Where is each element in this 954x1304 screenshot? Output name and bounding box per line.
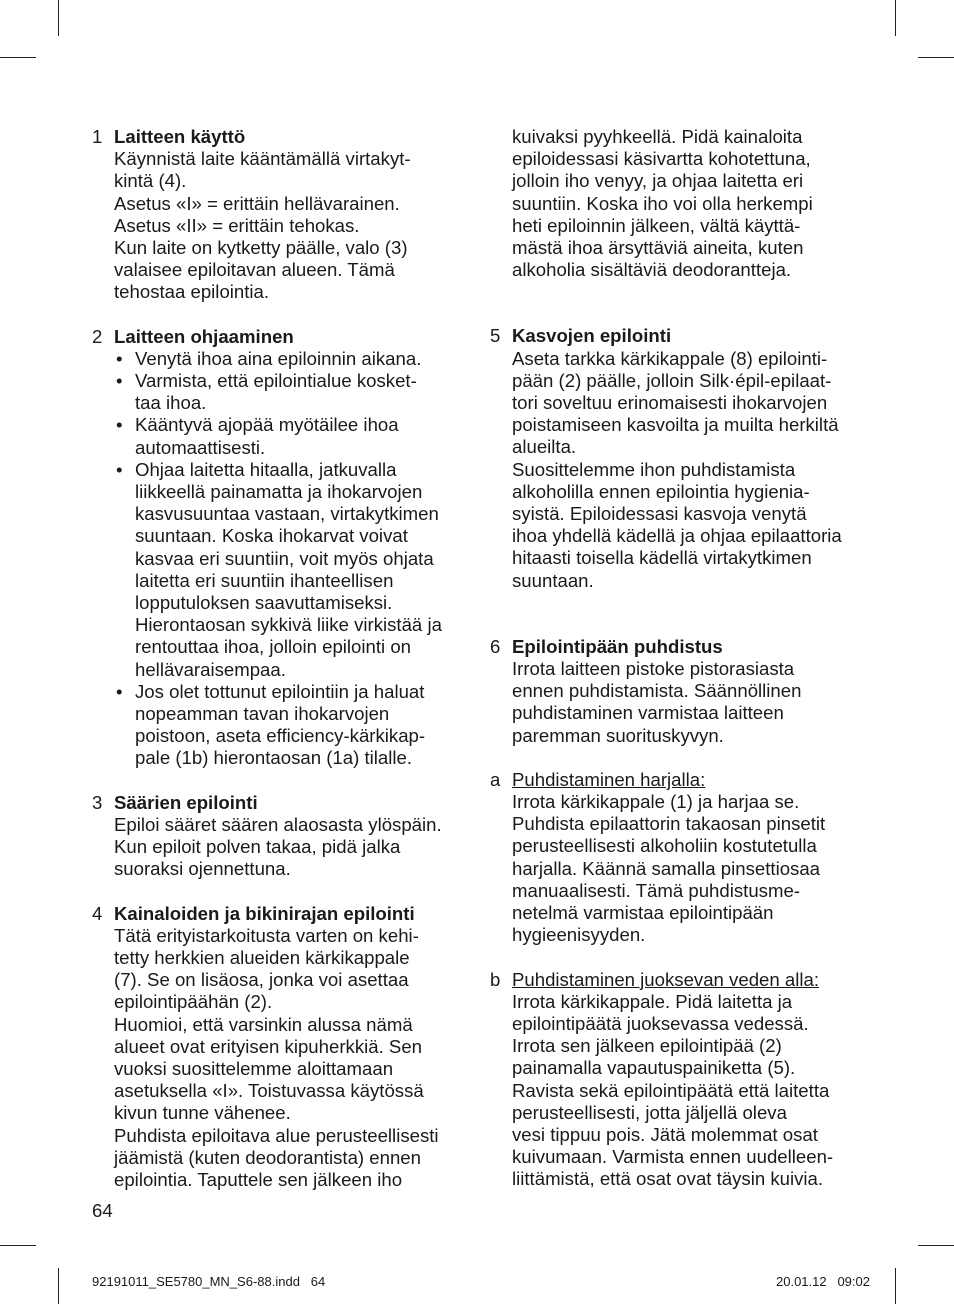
section-heading: Säärien epilointi — [114, 791, 258, 813]
text-line: paremman suorituskyvyn. — [512, 724, 724, 746]
text-line: puhdistaminen varmistaa laitteen — [512, 702, 784, 724]
section-6b — [488, 969, 868, 1191]
text-line: Asetus «I» = erittäin hellävarainen. — [114, 192, 400, 214]
footer-datetime: 20.01.12 09:02 — [776, 1274, 870, 1289]
text-line: mästä ihoa ärsyttäviä aineita, kuten — [512, 237, 804, 259]
text-line: valaisee epiloitavan alueen. Tämä — [114, 259, 395, 281]
text-line: epiloidessasi käsivartta kohotettuna, — [512, 148, 811, 170]
crop-mark — [58, 0, 59, 36]
text-line: nopeamman tavan ihokarvojen — [135, 703, 390, 725]
text-line: kuivaksi pyyhkeellä. Pidä kainaloita — [512, 126, 803, 147]
list-item — [114, 348, 470, 370]
text-line: Kun epiloit polven takaa, pidä jalka — [114, 836, 401, 858]
text-line: taa ihoa. — [135, 392, 207, 414]
section-heading: Epilointipään puhdistus — [512, 635, 723, 657]
text-line: Venytä ihoa aina epiloinnin aikana. — [135, 347, 422, 369]
bullet-icon: • — [116, 414, 123, 436]
text-line: hygieenisyyden. — [512, 924, 646, 946]
section-number: 4 — [92, 902, 103, 924]
text-line: jolloin iho venyy, ja ohjaa laitetta eri — [512, 170, 804, 192]
text-line: rentouttaa ihoa, jolloin epilointi on — [135, 636, 412, 658]
text-line: kasvusuuntaa vastaan, virtakytkimen — [135, 503, 439, 525]
text-line: syistä. Epiloidessasi kasvoja venytä — [512, 503, 807, 525]
text-line: Puhdista epiloitava alue perusteellisesti — [114, 1124, 439, 1146]
text-line: suoraksi ojennettuna. — [114, 858, 291, 880]
left-column — [90, 126, 470, 1213]
text-line: ennen puhdistamista. Säännöllinen — [512, 680, 802, 702]
section-number: 6 — [490, 635, 501, 657]
text-line: Kääntyvä ajopää myötäilee ihoa — [135, 414, 399, 436]
text-line: alkoholia sisältäviä deodorantteja. — [512, 259, 792, 281]
bullet-list — [114, 348, 470, 770]
section-6a — [488, 769, 868, 947]
section-number: b — [490, 968, 501, 990]
text-line: liikkeellä painamatta ja ihokarvojen — [135, 481, 423, 503]
text-line: ihoa yhdellä kädellä ja ohjaa epilaattoria — [512, 525, 842, 547]
section-number: 5 — [490, 325, 501, 347]
crop-mark — [895, 1268, 896, 1304]
crop-mark — [895, 0, 896, 36]
section-heading: Kasvojen epilointi — [512, 325, 672, 347]
text-line: Huomioi, että varsinkin alussa nämä — [114, 1013, 413, 1035]
list-item — [114, 370, 470, 414]
crop-mark — [918, 1245, 954, 1246]
text-line: vuoksi suosittelemme aloittamaan — [114, 1057, 394, 1079]
section-number: 1 — [92, 126, 103, 147]
text-line: Jos olet tottunut epilointiin ja haluat — [135, 680, 425, 702]
section-4 — [90, 903, 470, 1192]
text-line: alkoholilla ennen epilointia hygienia- — [512, 480, 810, 502]
text-line: epilointia. Taputtele sen jälkeen iho — [114, 1168, 403, 1190]
text-line: Irrota laitteen pistoke pistorasiasta — [512, 658, 795, 680]
crop-mark — [0, 1245, 36, 1246]
bullet-icon: • — [116, 458, 123, 480]
text-line: poistamiseen kasvoilta ja muilta herkiltä — [512, 414, 839, 436]
section-number: 2 — [92, 325, 103, 347]
text-line: Kun laite on kytketty päälle, valo (3) — [114, 237, 408, 259]
text-line: Irrota kärkikappale. Pidä laitetta ja — [512, 990, 793, 1012]
text-line: kivun tunne vähenee. — [114, 1102, 291, 1124]
text-line: tehostaa epilointia. — [114, 281, 270, 303]
bullet-icon: • — [116, 680, 123, 702]
text-line: (7). Se on lisäosa, jonka voi asettaa — [114, 969, 409, 991]
text-line: pale (1b) hierontaosan (1a) tilalle. — [135, 747, 412, 769]
section-4-continued — [488, 126, 868, 281]
text-line: perusteellisesti, jotta jäljellä oleva — [512, 1101, 787, 1123]
list-item — [114, 459, 470, 681]
text-line: tetty herkkien alueiden kärkikappale — [114, 946, 410, 968]
list-item — [114, 681, 470, 770]
text-line: vesi tippuu pois. Jätä molemmat osat — [512, 1123, 818, 1145]
text-line: kintä (4). — [114, 170, 187, 192]
text-line: netelmä varmistaa epilointipään — [512, 902, 774, 924]
subsection-heading: Puhdistaminen juoksevan veden alla: — [512, 968, 819, 990]
text-line: laitetta eri suuntiin ihanteellisen — [135, 569, 394, 591]
text-line: Hierontaosan sykkivä liike virkistää ja — [135, 614, 442, 636]
section-number: a — [490, 768, 501, 790]
text-line: Varmista, että epilointialue kosket- — [135, 370, 417, 392]
text-line: harjalla. Käännä samalla pinsettiosaa — [512, 857, 821, 879]
text-line: kasvaa eri suuntiin, voit myös ohjata — [135, 547, 434, 569]
text-line: alueilta. — [512, 436, 577, 458]
text-line: liittämistä, että osat ovat täysin kuivia. — [512, 1168, 824, 1190]
text-line: Käynnistä laite kääntämällä virtakyt- — [114, 148, 411, 170]
text-line: suuntaan. Koska ihokarvat voivat — [135, 525, 408, 547]
section-2 — [90, 326, 470, 770]
text-line: lopputuloksen saavuttamiseksi. — [135, 592, 393, 614]
text-line: Ravista sekä epilointipäätä että laitetta — [512, 1079, 830, 1101]
text-line: hitaasti toisella kädellä virtakytkimen — [512, 547, 812, 569]
text-line: painamalla vapautuspainiketta (5). — [512, 1057, 796, 1079]
text-line: suuntiin. Koska iho voi olla herkempi — [512, 192, 813, 214]
section-5 — [488, 325, 868, 591]
section-heading: Kainaloiden ja bikinirajan epilointi — [114, 902, 415, 924]
text-line: Irrota sen jälkeen epilointipää (2) — [512, 1035, 782, 1057]
text-line: manuaalisesti. Tämä puhdistusme- — [512, 879, 800, 901]
text-line: asetuksella «I». Toistuvassa käytössä — [114, 1080, 424, 1102]
text-line: Epiloi sääret säären alaosasta ylöspäin. — [114, 813, 442, 835]
text-line: Tätä erityistarkoitusta varten on kehi- — [114, 924, 419, 946]
text-line: Puhdista epilaattorin takaosan pinsetit — [512, 813, 826, 835]
subsection-heading: Puhdistaminen harjalla: — [512, 768, 706, 790]
crop-mark — [0, 57, 36, 58]
text-line: hellävaraisempaa. — [135, 658, 286, 680]
text-line: Ohjaa laitetta hitaalla, jatkuvalla — [135, 458, 397, 480]
section-3 — [90, 792, 470, 881]
text-line: suuntaan. — [512, 569, 594, 591]
text-line: Asetus «II» = erittäin tehokas. — [114, 214, 360, 236]
text-line: pään (2) päälle, jolloin Silk·épil-epilaat- — [512, 369, 832, 391]
text-line: heti epiloinnin jälkeen, vältä käyttä- — [512, 214, 801, 236]
crop-mark — [58, 1268, 59, 1304]
section-heading: Laitteen käyttö — [114, 126, 246, 147]
text-line: Suosittelemme ihon puhdistamista — [512, 458, 796, 480]
right-column — [488, 126, 868, 1213]
section-heading: Laitteen ohjaaminen — [114, 325, 294, 347]
text-line: tori soveltuu erinomaisesti ihokarvojen — [512, 392, 828, 414]
text-line: kuivumaan. Varmista ennen uudelleen- — [512, 1146, 834, 1168]
text-line: jäämistä (kuten deodorantista) ennen — [114, 1146, 421, 1168]
footer-file: 92191011_SE5780_MN_S6-88.indd 64 — [92, 1274, 326, 1289]
bullet-icon: • — [116, 347, 123, 369]
text-line: epilointipäähän (2). — [114, 991, 273, 1013]
crop-mark — [918, 57, 954, 58]
page-number: 64 — [92, 1200, 113, 1221]
text-line: automaattisesti. — [135, 436, 266, 458]
bullet-icon: • — [116, 370, 123, 392]
text-line: Irrota kärkikappale (1) ja harjaa se. — [512, 791, 800, 813]
section-1 — [90, 126, 470, 304]
text-line: perusteellisesti alkoholiin kostutetulla — [512, 835, 817, 857]
text-line: Aseta tarkka kärkikappale (8) epilointi- — [512, 347, 828, 369]
list-item — [114, 414, 470, 458]
text-line: epilointipäätä juoksevassa vedessä. — [512, 1012, 809, 1034]
text-line: poistoon, aseta efficiency-kärkikap- — [135, 725, 426, 747]
text-line: alueet ovat erityisen kipuherkkiä. Sen — [114, 1035, 423, 1057]
section-number: 3 — [92, 791, 103, 813]
section-6 — [488, 636, 868, 747]
